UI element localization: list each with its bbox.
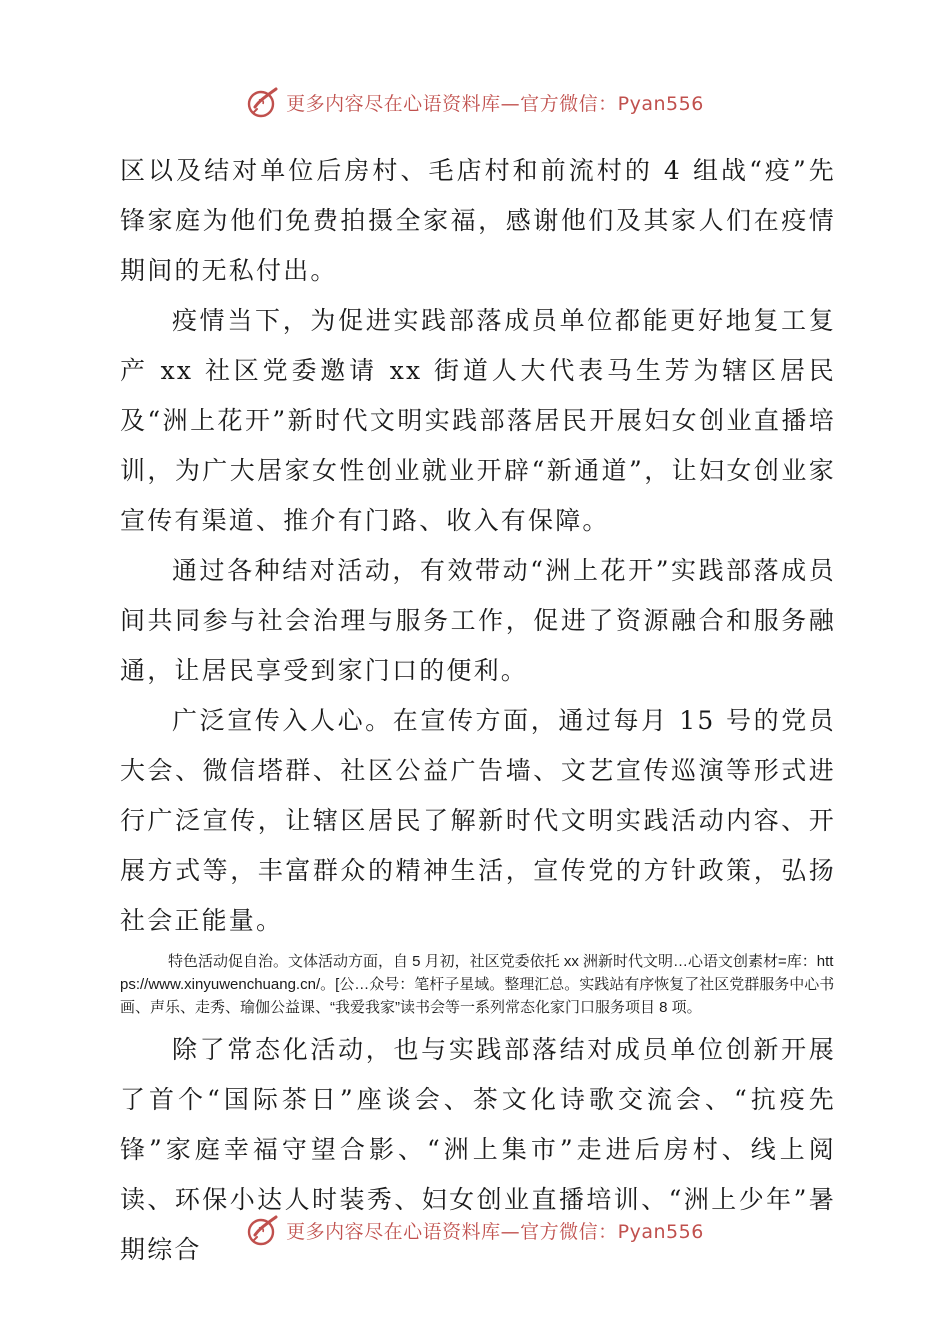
- watermark-text-bottom: 更多内容尽在心语资料库—官方微信：Pyan556: [286, 1220, 704, 1243]
- document-body: [120, 146, 836, 1275]
- pen-circle-logo-icon: [246, 85, 280, 119]
- watermark-banner-bottom: [0, 1210, 950, 1250]
- small-paragraph: 特色活动促自治。文体活动方面，自 5 月初，社区党委依托 xx 洲新时代文明…心语文创素材=库：https://www.xinyuwenchuang.cn/。[公…众号：笔杆子星域。整理汇总。实践站有序恢复了社区党群服务中心书画、声乐、走秀、瑜伽公益课、“我爱我家”读书会等一系列常态化家门口服务项目 8 项。: [120, 953, 835, 1016]
- pen-circle-logo-icon: [246, 1213, 280, 1247]
- paragraph: 区以及结对单位后房村、毛店村和前流村的 4 组战“疫”先锋家庭为他们免费拍摄全家福，感谢他们及其家人们在疫情期间的无私付出。: [120, 156, 836, 285]
- watermark-text-top: 更多内容尽在心语资料库—官方微信：Pyan556: [286, 92, 704, 115]
- paragraph: 疫情当下，为促进实践部落成员单位都能更好地复工复产 xx 社区党委邀请 xx 街道人大代表马生芳为辖区居民及“洲上花开”新时代文明实践部落居民开展妇女创业直播培训，为广大居家女性创业就业开辟“新通道”，让妇女创业家宣传有渠道、推介有门路、收入有保障。: [120, 306, 836, 535]
- watermark-banner-top: [0, 82, 950, 122]
- paragraph: 除了常态化活动，也与实践部落结对成员单位创新开展了首个“国际茶日”座谈会、茶文化诗歌交流会、“抗疫先锋”家庭幸福守望合影、“洲上集市”走进后房村、线上阅读、环保小达人时装秀、妇女创业直播培训、“洲上少年”暑期综合: [120, 1035, 836, 1264]
- paragraph: 广泛宣传入人心。在宣传方面，通过每月 15 号的党员大会、微信塔群、社区公益广告墙、文艺宣传巡演等形式进行广泛宣传，让辖区居民了解新时代文明实践活动内容、开展方式等，丰富群众的精神生活，宣传党的方针政策，弘扬社会正能量。: [120, 706, 836, 935]
- paragraph: 通过各种结对活动，有效带动“洲上花开”实践部落成员间共同参与社会治理与服务工作，促进了资源融合和服务融通，让居民享受到家门口的便利。: [120, 556, 836, 685]
